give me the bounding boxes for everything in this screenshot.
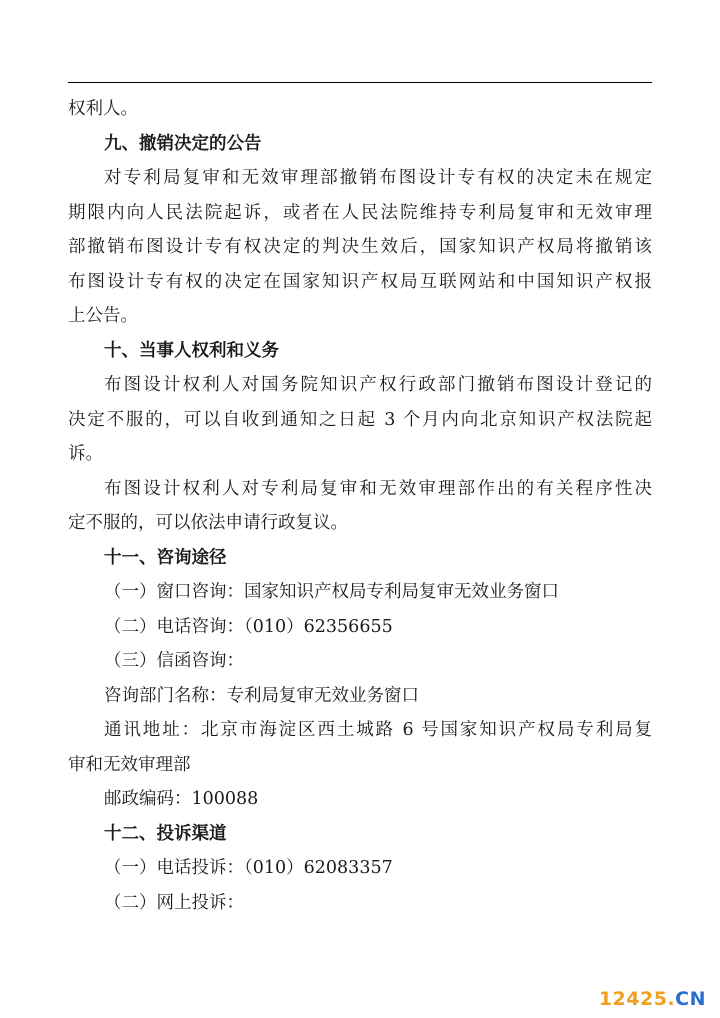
paragraph-line: 布图设计权利人对国务院知识产权行政部门撤销布图设计登记的 [104,375,652,395]
section-heading-9: 九、撤销决定的公告 [104,133,262,154]
consult-window-line: （一）窗口咨询：国家知识产权局专利局复审无效业务窗口 [104,582,559,602]
paragraph-line: 布图设计权利人对专利局复审和无效审理部作出的有关程序性决 [104,478,652,499]
paragraph-line: 布图设计专有权的决定在国家知识产权局互联网站和中国知识产权报 [68,271,652,292]
consult-department-line: 咨询部门名称：专利局复审无效业务窗口 [104,685,419,706]
consult-address-line: 通讯地址：北京市海淀区西土城路 6 号国家知识产权局专利局复 [104,720,652,740]
paragraph-line: 期限内向人民法院起诉，或者在人民法院维持专利局复审和无效审理 [68,202,652,223]
complaint-phone-line: （一）电话投诉：（010）62083357 [104,858,393,878]
consult-phone-line: （二）电话咨询：（010）62356655 [104,616,393,637]
watermark-dot: . [667,988,676,1010]
paragraph-line: 诉。 [68,444,103,464]
site-watermark [599,988,706,1010]
paragraph-line: 部撤销布图设计专有权决定的判决生效后，国家知识产权局将撤销该 [68,237,652,257]
paragraph-line: 权利人。 [68,99,138,119]
paragraph-line: 定不服的，可以依法申请行政复议。 [68,513,348,533]
section-heading-11: 十一、咨询途径 [104,547,227,568]
consult-address-line-cont: 审和无效审理部 [68,754,191,775]
watermark-suffix: CN [675,988,706,1010]
complaint-online-line: （二）网上投诉： [104,892,244,913]
header-rule [68,82,652,83]
document-body [68,92,652,920]
section-heading-12: 十二、投诉渠道 [104,823,227,844]
consult-letter-line: （三）信函咨询： [104,651,244,671]
paragraph-line: 决定不服的，可以自收到通知之日起 3 个月内向北京知识产权法院起 [68,409,652,430]
section-heading-10: 十、当事人权利和义务 [104,340,279,361]
paragraph-line: 对专利局复审和无效审理部撤销布图设计专有权的决定未在规定 [104,168,652,188]
postal-code-line: 邮政编码：100088 [104,789,259,809]
paragraph-line: 上公告。 [68,306,138,326]
watermark-number: 12425 [598,988,668,1010]
